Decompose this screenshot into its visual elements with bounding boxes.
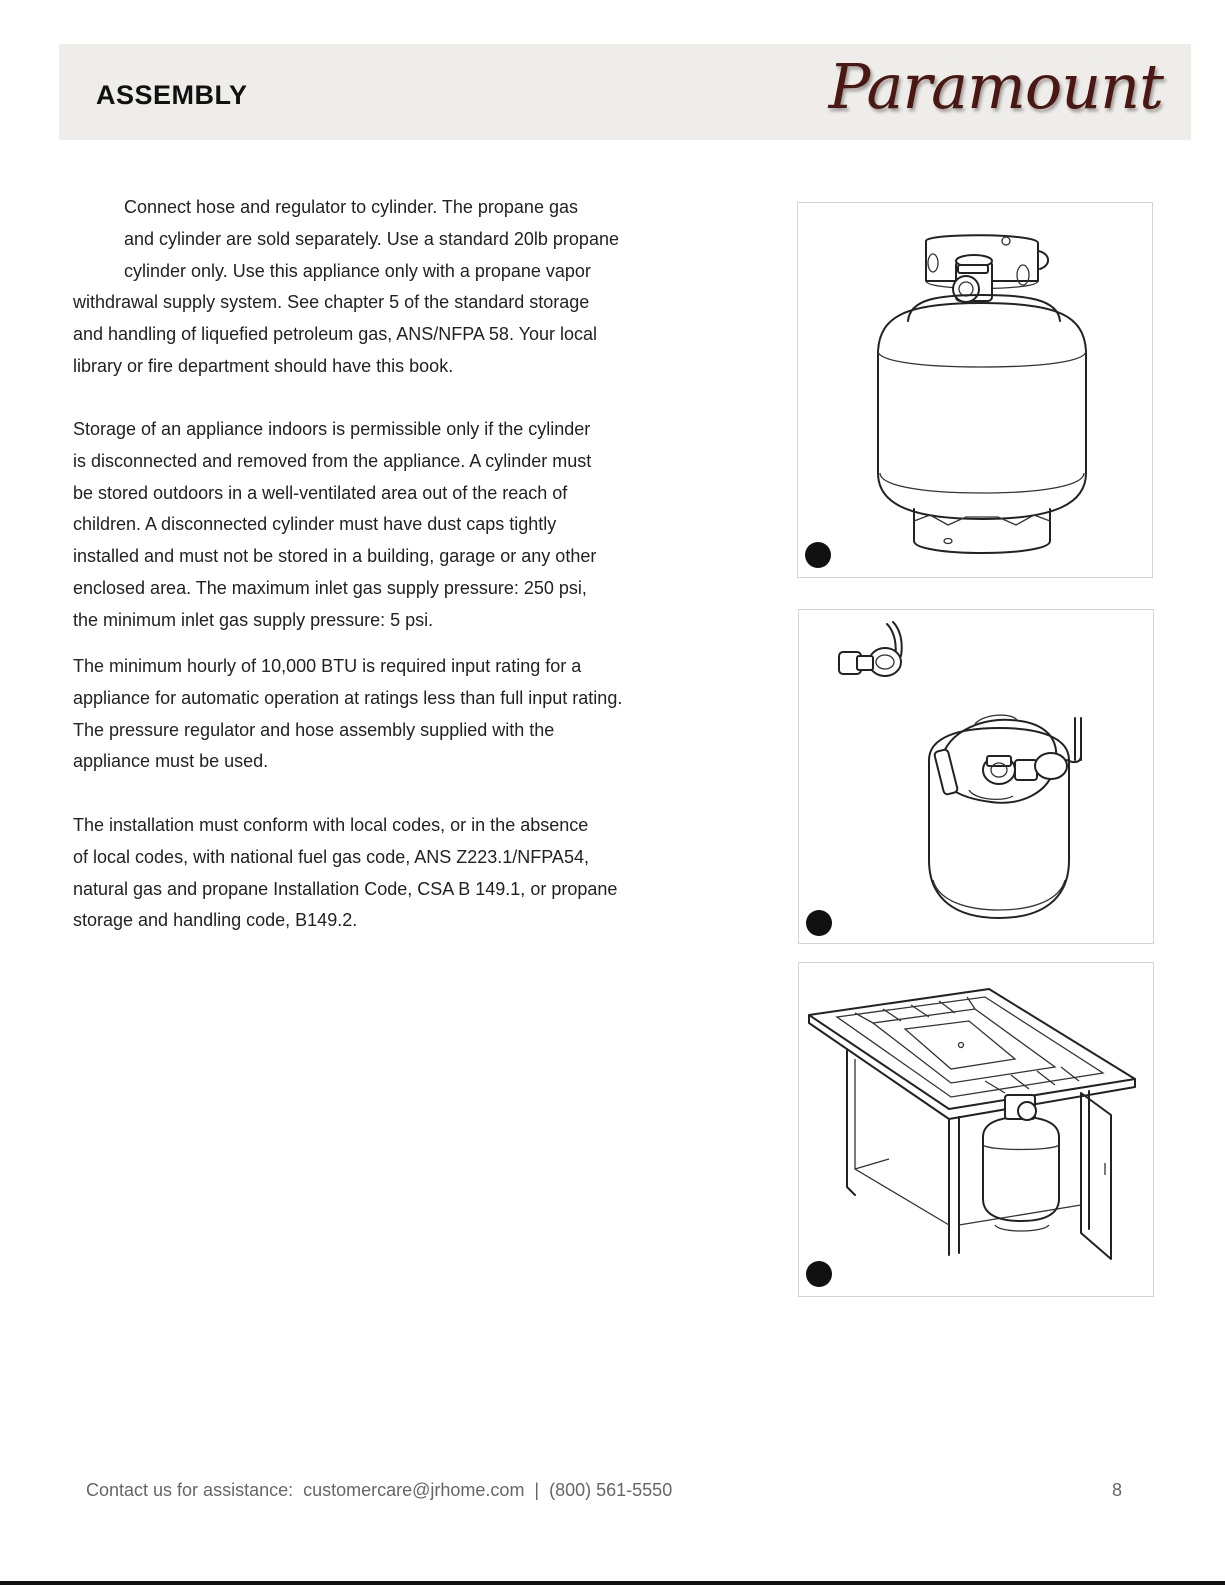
text-line: enclosed area. The maximum inlet gas supply pressure: 250 psi,	[73, 577, 587, 598]
figure-regulator-connection	[798, 609, 1154, 944]
text-line: is disconnected and removed from the appliance. A cylinder must	[73, 450, 592, 471]
paragraph-connect-hose	[73, 192, 619, 383]
text-line: Connect hose and regulator to cylinder. The propane gas	[124, 197, 578, 217]
step-marker	[805, 542, 831, 568]
paragraph-codes	[73, 810, 617, 937]
text-line: cylinder only. Use this appliance only with a propane vapor	[124, 260, 591, 281]
text-line: installed and must not be stored in a building, garage or any other	[73, 546, 597, 567]
text-line: The installation must conform with local codes, or in the absence	[73, 815, 589, 835]
page-header	[59, 44, 1191, 140]
page-number: 8	[1112, 1480, 1123, 1500]
text-line: and handling of liquefied petroleum gas, ANS/NFPA 58. Your local	[73, 324, 598, 345]
text-line: and cylinder are sold separately. Use a standard 20lb propane	[124, 228, 619, 249]
text-line: children. A disconnected cylinder must have dust caps tightly	[73, 514, 557, 535]
text-line: library or fire department should have this book.	[73, 355, 454, 376]
figure-propane-cylinder	[797, 202, 1153, 578]
text-line: Storage of an appliance indoors is permissible only if the cylinder	[73, 419, 591, 439]
brand-logo: Paramount	[828, 50, 1163, 123]
section-title: ASSEMBLY	[96, 80, 248, 110]
paragraph-storage	[73, 414, 596, 637]
text-line: withdrawal supply system. See chapter 5 of the standard storage	[73, 292, 590, 313]
text-line: the minimum inlet gas supply pressure: 5 psi.	[73, 609, 434, 630]
bottom-rule	[0, 1581, 1225, 1585]
text-line: natural gas and propane Installation Code, CSA B 149.1, or propane	[73, 878, 618, 899]
paragraph-btu-rating	[73, 651, 622, 778]
text-line: storage and handling code, B149.2.	[73, 910, 358, 931]
propane-cylinder-icon	[798, 203, 1152, 577]
footer-contact: Contact us for assistance: customercare@jrhome.com | (800) 561-5550	[86, 1480, 673, 1500]
text-line: of local codes, with national fuel gas code, ANS Z223.1/NFPA54,	[73, 846, 589, 867]
step-marker	[806, 910, 832, 936]
regulator-connection-icon	[799, 610, 1153, 943]
figure-fire-table	[798, 962, 1154, 1297]
text-line: appliance must be used.	[73, 751, 269, 772]
step-marker	[806, 1261, 832, 1287]
text-line: The pressure regulator and hose assembly supplied with the	[73, 719, 555, 740]
fire-table-icon	[799, 963, 1153, 1296]
text-line: appliance for automatic operation at ratings less than full input rating.	[73, 687, 623, 708]
text-line: The minimum hourly of 10,000 BTU is required input rating for a	[73, 656, 582, 676]
text-line: be stored outdoors in a well-ventilated area out of the reach of	[73, 482, 568, 503]
